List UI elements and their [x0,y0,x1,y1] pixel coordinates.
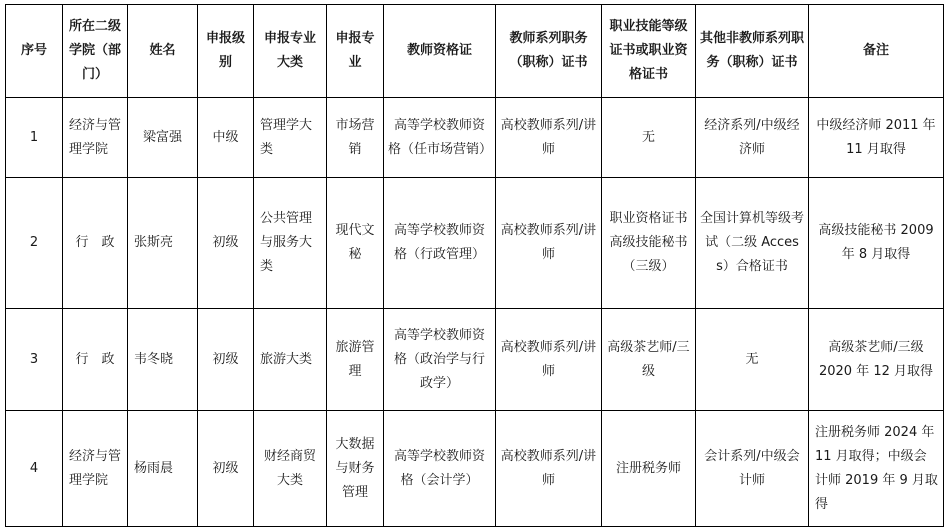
header-cell-name: 姓名 [128,5,198,98]
cell-level: 初级 [198,411,254,527]
cell-no: 2 [6,178,63,309]
header-cell-major: 申报专业 [327,5,384,98]
header-cell-remark: 备注 [809,5,944,98]
cell-remark: 中级经济师 2011 年 11 月取得 [809,98,944,178]
cell-major: 大数据与财务管理 [327,411,384,527]
cell-name: 张斯亮 [128,178,198,309]
cell-teacher-cert: 高等学校教师资格（会计学） [384,411,496,527]
table-row [6,309,944,411]
cell-category: 旅游大类 [254,309,327,411]
cell-skill-cert: 无 [602,98,696,178]
cell-other-cert: 经济系列/中级经济师 [696,98,809,178]
header-cell-no: 序号 [6,5,63,98]
cell-title-cert: 高校教师系列/讲师 [496,411,602,527]
cell-college: 行 政 [63,178,128,309]
cell-name: 韦冬晓 [128,309,198,411]
header-cell-skill-cert: 职业技能等级证书或职业资格证书 [602,5,696,98]
cell-remark: 注册税务师 2024 年 11 月取得；中级会计师 2019 年 9 月取得 [809,411,944,527]
cell-teacher-cert: 高等学校教师资格（行政管理） [384,178,496,309]
cell-teacher-cert: 高等学校教师资格（政治学与行政学） [384,309,496,411]
cell-remark: 高级茶艺师/三级 2020 年 12 月取得 [809,309,944,411]
cell-college: 经济与管理学院 [63,98,128,178]
cell-major: 市场营销 [327,98,384,178]
header-cell-college: 所在二级学院（部门） [63,5,128,98]
cell-college: 经济与管理学院 [63,411,128,527]
cell-category: 管理学大类 [254,98,327,178]
cell-other-cert: 会计系列/中级会计师 [696,411,809,527]
cell-level: 初级 [198,178,254,309]
cell-name: 杨雨晨 [128,411,198,527]
header-cell-level: 申报级别 [198,5,254,98]
cell-major: 现代文秘 [327,178,384,309]
header-cell-title-cert: 教师系列职务（职称）证书 [496,5,602,98]
cell-college: 行 政 [63,309,128,411]
cell-title-cert: 高校教师系列/讲师 [496,309,602,411]
cell-no: 4 [6,411,63,527]
table-row [6,411,944,527]
header-cell-teacher-cert: 教师资格证 [384,5,496,98]
cell-category: 公共管理与服务大类 [254,178,327,309]
table-row [6,98,944,178]
cell-title-cert: 高校教师系列/讲师 [496,98,602,178]
cell-major: 旅游管理 [327,309,384,411]
cell-level: 中级 [198,98,254,178]
cell-level: 初级 [198,309,254,411]
cell-no: 1 [6,98,63,178]
cell-skill-cert: 高级茶艺师/三级 [602,309,696,411]
cell-title-cert: 高校教师系列/讲师 [496,178,602,309]
cell-name: 梁富强 [128,98,198,178]
cell-no: 3 [6,309,63,411]
cell-skill-cert: 职业资格证书 高级技能秘书 （三级） [602,178,696,309]
cell-skill-cert: 注册税务师 [602,411,696,527]
cell-teacher-cert: 高等学校教师资格（任市场营销） [384,98,496,178]
cell-other-cert: 无 [696,309,809,411]
header-cell-other-cert: 其他非教师系列职务（职称）证书 [696,5,809,98]
table-header-row [6,5,944,98]
cell-other-cert: 全国计算机等级考试（二级 Access）合格证书 [696,178,809,309]
applicant-table [5,4,944,527]
cell-category: 财经商贸大类 [254,411,327,527]
table-row [6,178,944,309]
header-cell-category: 申报专业大类 [254,5,327,98]
cell-remark: 高级技能秘书 2009 年 8 月取得 [809,178,944,309]
